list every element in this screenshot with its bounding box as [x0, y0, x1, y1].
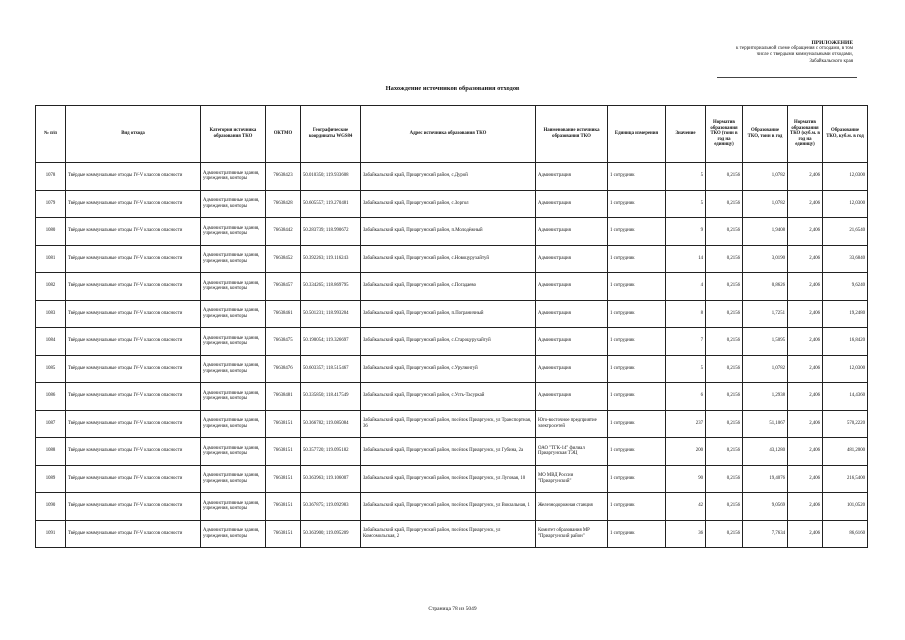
- table-row: [36, 163, 868, 191]
- cell-num: 1083: [36, 300, 66, 328]
- column-header-gen-m3: Образование ТКО, куб.м. в год: [823, 106, 868, 163]
- cell-oktmo: 76638452: [266, 245, 301, 273]
- cell-num: 1086: [36, 383, 66, 411]
- cell-gen-t: 1,5095: [743, 328, 788, 356]
- cell-category: Административные здания, учреждения, конторы: [201, 383, 266, 411]
- cell-gen-m3: 101,0520: [823, 493, 868, 521]
- cell-norm-m3: 2,406: [788, 245, 823, 273]
- cell-value: 42: [666, 493, 706, 521]
- cell-norm-m3: 2,406: [788, 300, 823, 328]
- cell-norm-t: 0,2156: [706, 465, 743, 493]
- cell-value: 6: [666, 383, 706, 411]
- cell-gen-m3: 19,2480: [823, 300, 868, 328]
- cell-coords: 50.283739; 118.990672: [301, 218, 361, 246]
- cell-category: Административные здания, учреждения, конторы: [201, 300, 266, 328]
- cell-norm-t: 0,2156: [706, 438, 743, 466]
- cell-coords: 50.010350; 119.933608: [301, 163, 361, 191]
- cell-norm-m3: 2,406: [788, 218, 823, 246]
- cell-norm-t: 0,2156: [706, 218, 743, 246]
- cell-category: Административные здания, учреждения, конторы: [201, 410, 266, 438]
- cell-category: Административные здания, учреждения, конторы: [201, 163, 266, 191]
- cell-unit: 1 сотрудник: [608, 438, 666, 466]
- cell-waste-type: Твёрдые коммунальные отходы IV-V классов опасности: [66, 245, 201, 273]
- cell-address: Забайкальский край, Приаргунский район, с.Дурой: [361, 163, 536, 191]
- cell-waste-type: Твёрдые коммунальные отходы IV-V классов опасности: [66, 410, 201, 438]
- cell-waste-type: Твёрдые коммунальные отходы IV-V классов опасности: [66, 300, 201, 328]
- column-header-value: Значение: [666, 106, 706, 163]
- cell-unit: 1 сотрудник: [608, 355, 666, 383]
- cell-waste-type: Твёрдые коммунальные отходы IV-V классов опасности: [66, 190, 201, 218]
- cell-address: Забайкальский край, Приаргунский район, посёлок Приаргунск, ул Губина, 2а: [361, 438, 536, 466]
- cell-oktmo: 76638457: [266, 273, 301, 301]
- cell-address: Забайкальский край, Приаргунский район, п.Молодёжный: [361, 218, 536, 246]
- cell-norm-m3: 2,406: [788, 383, 823, 411]
- cell-oktmo: 76638476: [266, 355, 301, 383]
- cell-address: Забайкальский край, Приаргунский район, с.Урулюнгуй: [361, 355, 536, 383]
- cell-category: Административные здания, учреждения, конторы: [201, 190, 266, 218]
- cell-gen-t: 3,0190: [743, 245, 788, 273]
- cell-num: 1091: [36, 520, 66, 548]
- cell-value: 5: [666, 190, 706, 218]
- cell-oktmo: 76638428: [266, 190, 301, 218]
- table-row: [36, 493, 868, 521]
- cell-category: Административные здания, учреждения, конторы: [201, 273, 266, 301]
- cell-waste-type: Твёрдые коммунальные отходы IV-V классов опасности: [66, 493, 201, 521]
- appendix-line: числе с твердыми коммунальными отходами,: [756, 52, 853, 58]
- table-body: [36, 163, 868, 548]
- cell-value: 7: [666, 328, 706, 356]
- column-header-coords: Географические координаты WGS84: [301, 106, 361, 163]
- cell-category: Административные здания, учреждения, конторы: [201, 245, 266, 273]
- cell-address: Забайкальский край, Приаргунский район, посёлок Приаргунск, ул Вокзальная, 1: [361, 493, 536, 521]
- cell-unit: 1 сотрудник: [608, 218, 666, 246]
- cell-oktmo: 76638423: [266, 163, 301, 191]
- cell-waste-type: Твёрдые коммунальные отходы IV-V классов опасности: [66, 163, 201, 191]
- table-row: [36, 300, 868, 328]
- cell-gen-m3: 12,0300: [823, 355, 868, 383]
- cell-gen-m3: 16,8420: [823, 328, 868, 356]
- cell-waste-type: Твёрдые коммунальные отходы IV-V классов опасности: [66, 328, 201, 356]
- cell-num: 1081: [36, 245, 66, 273]
- cell-oktmo: 76638481: [266, 383, 301, 411]
- cell-address: Забайкальский край, Приаргунский район, с.Усть-Тасуркай: [361, 383, 536, 411]
- column-header-address: Адрес источника образования ТКО: [361, 106, 536, 163]
- cell-coords: 50.366782; 119.085084: [301, 410, 361, 438]
- cell-norm-t: 0,2156: [706, 328, 743, 356]
- cell-oktmo: 76638151: [266, 520, 301, 548]
- cell-gen-m3: 570,2220: [823, 410, 868, 438]
- page-title: Нахождение источников образования отходов: [385, 85, 520, 92]
- table-row: [36, 438, 868, 466]
- cell-waste-type: Твёрдые коммунальные отходы IV-V классов опасности: [66, 355, 201, 383]
- table-row: [36, 245, 868, 273]
- column-header-unit: Единица измерения: [608, 106, 666, 163]
- column-header-name: Наименование источника образования ТКО: [536, 106, 608, 163]
- table-row: [36, 383, 868, 411]
- page-number: Страница 78 из 5049: [428, 606, 477, 612]
- cell-unit: 1 сотрудник: [608, 273, 666, 301]
- cell-address: Забайкальский край, Приаргунский район, п.Пограничный: [361, 300, 536, 328]
- cell-name: Администрация: [536, 355, 608, 383]
- cell-name: Администрация: [536, 383, 608, 411]
- table-row: [36, 218, 868, 246]
- cell-category: Административные здания, учреждения, конторы: [201, 438, 266, 466]
- cell-oktmo: 76638461: [266, 300, 301, 328]
- cell-waste-type: Твёрдые коммунальные отходы IV-V классов опасности: [66, 383, 201, 411]
- cell-coords: 50.363900; 119.095209: [301, 520, 361, 548]
- cell-address: Забайкальский край, Приаргунский район, посёлок Приаргунск, ул Транспортная, 36: [361, 410, 536, 438]
- cell-name: Администрация: [536, 163, 608, 191]
- cell-gen-t: 1,0782: [743, 163, 788, 191]
- cell-gen-t: 1,0782: [743, 355, 788, 383]
- cell-gen-m3: 216,5400: [823, 465, 868, 493]
- cell-norm-t: 0,2156: [706, 383, 743, 411]
- appendix-heading: ПРИЛОЖЕНИЕ: [811, 40, 853, 46]
- cell-norm-m3: 2,406: [788, 190, 823, 218]
- cell-gen-m3: 12,0300: [823, 163, 868, 191]
- column-header-num: № п/п: [36, 106, 66, 163]
- cell-gen-m3: 14,4360: [823, 383, 868, 411]
- table-header-row: [36, 106, 868, 163]
- cell-coords: 50.335850; 118.417549: [301, 383, 361, 411]
- table-row: [36, 190, 868, 218]
- cell-unit: 1 сотрудник: [608, 520, 666, 548]
- cell-gen-m3: 12,0300: [823, 190, 868, 218]
- cell-num: 1089: [36, 465, 66, 493]
- cell-coords: 50.392263; 119.116243: [301, 245, 361, 273]
- cell-gen-m3: 481,2000: [823, 438, 868, 466]
- cell-num: 1088: [36, 438, 66, 466]
- cell-value: 8: [666, 300, 706, 328]
- cell-num: 1084: [36, 328, 66, 356]
- table-row: [36, 328, 868, 356]
- cell-unit: 1 сотрудник: [608, 383, 666, 411]
- cell-gen-m3: 86,6160: [823, 520, 868, 548]
- cell-value: 14: [666, 245, 706, 273]
- cell-name: Администрация: [536, 245, 608, 273]
- cell-name: Администрация: [536, 190, 608, 218]
- cell-num: 1079: [36, 190, 66, 218]
- cell-unit: 1 сотрудник: [608, 410, 666, 438]
- cell-oktmo: 76638442: [266, 218, 301, 246]
- table-row: [36, 355, 868, 383]
- cell-num: 1085: [36, 355, 66, 383]
- cell-oktmo: 76638151: [266, 465, 301, 493]
- cell-address: Забайкальский край, Приаргунский район, посёлок Приаргунск, ул Луговая, 10: [361, 465, 536, 493]
- table-row: [36, 465, 868, 493]
- cell-gen-t: 1,2938: [743, 383, 788, 411]
- appendix-divider: [717, 77, 857, 78]
- cell-unit: 1 сотрудник: [608, 245, 666, 273]
- cell-num: 1082: [36, 273, 66, 301]
- cell-category: Административные здания, учреждения, конторы: [201, 493, 266, 521]
- column-header-norm-m3: Норматив образования ТКО (куб.м. в год на единицу): [788, 106, 823, 163]
- cell-value: 9: [666, 218, 706, 246]
- cell-norm-t: 0,2156: [706, 410, 743, 438]
- column-header-oktmo: ОКТМО: [266, 106, 301, 163]
- cell-name: Комитет образования МР "Приаргунский район": [536, 520, 608, 548]
- cell-gen-t: 1,9408: [743, 218, 788, 246]
- cell-coords: 50.190054; 119.326697: [301, 328, 361, 356]
- cell-name: ОАО "ТГК-14" филиал Приаргунская ТЭЦ: [536, 438, 608, 466]
- cell-gen-m3: 21,6540: [823, 218, 868, 246]
- cell-value: 200: [666, 438, 706, 466]
- cell-value: 5: [666, 355, 706, 383]
- cell-gen-m3: 33,6840: [823, 245, 868, 273]
- cell-norm-m3: 2,406: [788, 410, 823, 438]
- cell-oktmo: 76638475: [266, 328, 301, 356]
- cell-coords: 50.501231; 118.993204: [301, 300, 361, 328]
- cell-num: 1080: [36, 218, 66, 246]
- cell-norm-t: 0,2156: [706, 273, 743, 301]
- cell-gen-t: 19,4076: [743, 465, 788, 493]
- cell-gen-t: 9,0569: [743, 493, 788, 521]
- cell-address: Забайкальский край, Приаргунский район, с.Погадаево: [361, 273, 536, 301]
- cell-name: Администрация: [536, 218, 608, 246]
- cell-norm-t: 0,2156: [706, 190, 743, 218]
- cell-waste-type: Твёрдые коммунальные отходы IV-V классов опасности: [66, 273, 201, 301]
- cell-gen-t: 7,7634: [743, 520, 788, 548]
- cell-value: 36: [666, 520, 706, 548]
- cell-norm-m3: 2,406: [788, 438, 823, 466]
- cell-category: Административные здания, учреждения, конторы: [201, 355, 266, 383]
- cell-coords: 50.603357; 118.515467: [301, 355, 361, 383]
- cell-waste-type: Твёрдые коммунальные отходы IV-V классов опасности: [66, 218, 201, 246]
- cell-value: 237: [666, 410, 706, 438]
- cell-norm-m3: 2,406: [788, 328, 823, 356]
- column-header-waste-type: Вид отхода: [66, 106, 201, 163]
- cell-name: Администрация: [536, 300, 608, 328]
- cell-address: Забайкальский край, Приаргунский район, посёлок Приаргунск, ул Комсомольская, 2: [361, 520, 536, 548]
- column-header-gen-t: Образование ТКО, тонн в год: [743, 106, 788, 163]
- cell-gen-t: 51,1067: [743, 410, 788, 438]
- column-header-norm-t: Норматив образования ТКО (тонн в год на единицу): [706, 106, 743, 163]
- cell-norm-m3: 2,406: [788, 163, 823, 191]
- cell-norm-m3: 2,406: [788, 355, 823, 383]
- appendix-line: к территориальной схеме обращения с отходами, в том: [736, 46, 853, 52]
- table-row: [36, 520, 868, 548]
- cell-norm-t: 0,2156: [706, 163, 743, 191]
- cell-category: Административные здания, учреждения, конторы: [201, 465, 266, 493]
- cell-category: Административные здания, учреждения, конторы: [201, 328, 266, 356]
- cell-norm-m3: 2,406: [788, 273, 823, 301]
- cell-value: 90: [666, 465, 706, 493]
- cell-unit: 1 сотрудник: [608, 300, 666, 328]
- cell-unit: 1 сотрудник: [608, 190, 666, 218]
- cell-norm-t: 0,2156: [706, 300, 743, 328]
- cell-waste-type: Твёрдые коммунальные отходы IV-V классов опасности: [66, 438, 201, 466]
- cell-oktmo: 76638151: [266, 493, 301, 521]
- table-row: [36, 273, 868, 301]
- cell-gen-t: 43,1280: [743, 438, 788, 466]
- cell-gen-t: 1,7251: [743, 300, 788, 328]
- cell-num: 1090: [36, 493, 66, 521]
- cell-oktmo: 76638151: [266, 438, 301, 466]
- cell-address: Забайкальский край, Приаргунский район, с.Зоргол: [361, 190, 536, 218]
- cell-name: МО МВД России "Приаргунский": [536, 465, 608, 493]
- cell-coords: 50.363963; 119.106007: [301, 465, 361, 493]
- cell-name: Администрация: [536, 273, 608, 301]
- cell-address: Забайкальский край, Приаргунский район, с.Староцурухайтуй: [361, 328, 536, 356]
- cell-gen-t: 0,8626: [743, 273, 788, 301]
- cell-name: Юго-восточное предприятие электросетей: [536, 410, 608, 438]
- cell-coords: 50.367875; 119.092983: [301, 493, 361, 521]
- cell-norm-t: 0,2156: [706, 355, 743, 383]
- cell-oktmo: 76638151: [266, 410, 301, 438]
- cell-name: Железнодорожная станция: [536, 493, 608, 521]
- cell-gen-m3: 9,6240: [823, 273, 868, 301]
- appendix-block: [633, 40, 853, 65]
- cell-category: Административные здания, учреждения, конторы: [201, 520, 266, 548]
- cell-coords: 50.357720; 119.095182: [301, 438, 361, 466]
- column-header-category: Категория источника образования ТКО: [201, 106, 266, 163]
- cell-value: 5: [666, 163, 706, 191]
- cell-unit: 1 сотрудник: [608, 163, 666, 191]
- cell-num: 1078: [36, 163, 66, 191]
- cell-norm-t: 0,2156: [706, 493, 743, 521]
- cell-coords: 50.334265; 118.869795: [301, 273, 361, 301]
- cell-name: Администрация: [536, 328, 608, 356]
- cell-waste-type: Твёрдые коммунальные отходы IV-V классов опасности: [66, 465, 201, 493]
- cell-norm-t: 0,2156: [706, 520, 743, 548]
- cell-norm-m3: 2,406: [788, 493, 823, 521]
- appendix-line: Забайкальского края: [809, 58, 853, 64]
- cell-gen-t: 1,0782: [743, 190, 788, 218]
- cell-norm-t: 0,2156: [706, 245, 743, 273]
- cell-value: 4: [666, 273, 706, 301]
- table-row: [36, 410, 868, 438]
- cell-num: 1087: [36, 410, 66, 438]
- cell-norm-m3: 2,406: [788, 465, 823, 493]
- cell-norm-m3: 2,406: [788, 520, 823, 548]
- cell-coords: 50.605557; 119.270481: [301, 190, 361, 218]
- cell-category: Административные здания, учреждения, конторы: [201, 218, 266, 246]
- cell-unit: 1 сотрудник: [608, 493, 666, 521]
- cell-unit: 1 сотрудник: [608, 465, 666, 493]
- cell-unit: 1 сотрудник: [608, 328, 666, 356]
- cell-waste-type: Твёрдые коммунальные отходы IV-V классов опасности: [66, 520, 201, 548]
- cell-address: Забайкальский край, Приаргунский район, с.Новоцурухайтуй: [361, 245, 536, 273]
- sources-table: [35, 105, 868, 548]
